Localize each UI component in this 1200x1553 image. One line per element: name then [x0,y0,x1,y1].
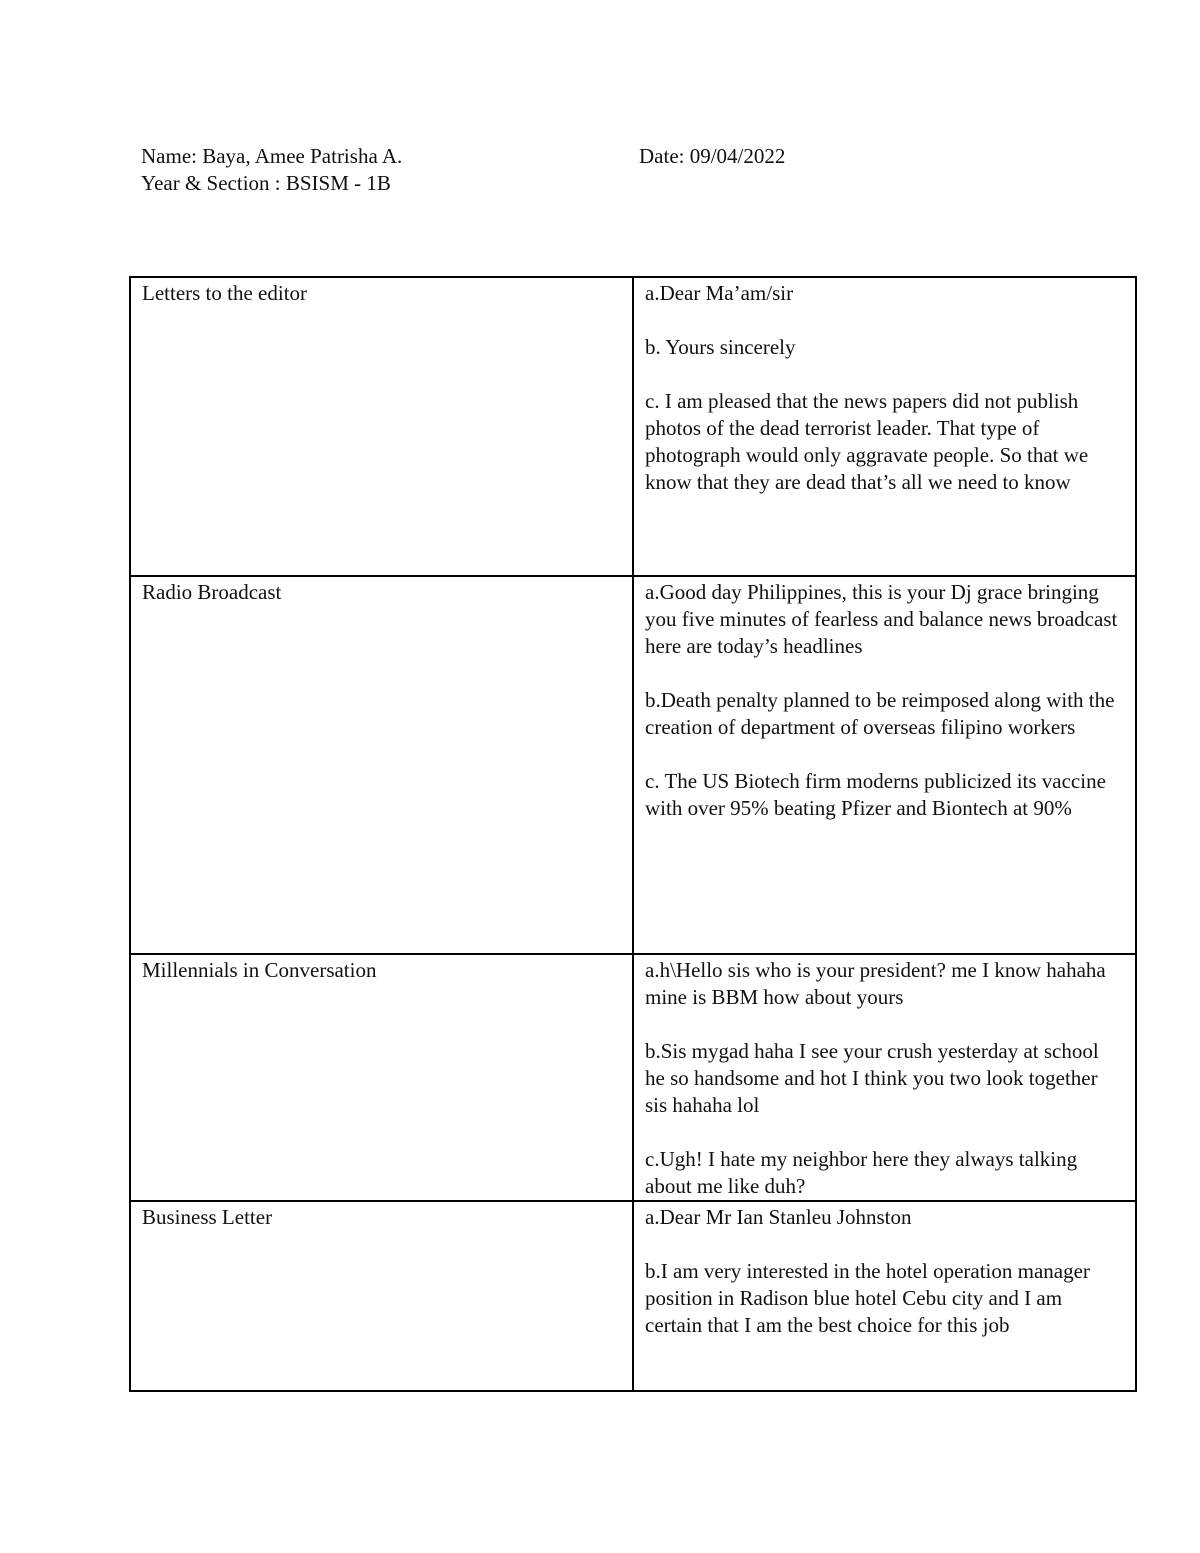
table-row-letters-to-editor [130,277,1136,576]
row-label: Letters to the editor [142,281,308,305]
table-row-business-letter [130,1201,1136,1391]
row-label-cell [130,277,633,576]
row-label: Millennials in Conversation [142,958,377,982]
entry-a: a.h\Hello sis who is your president? me I know hahaha mine is BBM how about yours [645,958,1106,1009]
row-label-cell [130,954,633,1201]
table-row-millennials-conversation [130,954,1136,1201]
row-entries-cell [633,1201,1136,1391]
row-entries-cell [633,954,1136,1201]
entry-a: a.Dear Mr Ian Stanleu Johnston [645,1205,912,1229]
entry-c: c.Ugh! I hate my neighbor here they always talking about me like duh? [645,1147,1078,1198]
table-row-radio-broadcast [130,576,1136,954]
row-entries-cell [633,277,1136,576]
entry-a: a.Good day Philippines, this is your Dj grace bringing you five minutes of fearless and balance news broadcast here are today’s headlines [645,580,1118,658]
entry-b: b.I am very interested in the hotel operation manager position in Radison blue hotel Cebu city and I am certain that I am the best choice for this job [645,1259,1090,1337]
entry-c: c. The US Biotech firm moderns publicized its vaccine with over 95% beating Pfizer and Biontech at 90% [645,769,1106,820]
row-entries-cell [633,576,1136,954]
entry-b: b.Sis mygad haha I see your crush yesterday at school he so handsome and hot I think you two look together sis hahaha lol [645,1039,1099,1117]
communication-examples-table [129,276,1137,1392]
entry-a: a.Dear Ma’am/sir [645,281,794,305]
entry-c: c. I am pleased that the news papers did not publish photos of the dead terrorist leader. That type of photograph would only aggravate people. So that we know that they are dead that’s all we need to know [645,389,1089,494]
row-label: Radio Broadcast [142,580,282,604]
entry-b: b.Death penalty planned to be reimposed along with the creation of department of overseas filipino workers [645,688,1115,739]
year-section: Year & Section : BSISM - 1B [141,171,391,195]
row-label-cell [130,576,633,954]
student-name: Name: Baya, Amee Patrisha A. [141,144,403,168]
row-label-cell [130,1201,633,1391]
submission-date: Date: 09/04/2022 [639,144,786,168]
row-label: Business Letter [142,1205,273,1229]
entry-b: b. Yours sincerely [645,335,796,359]
